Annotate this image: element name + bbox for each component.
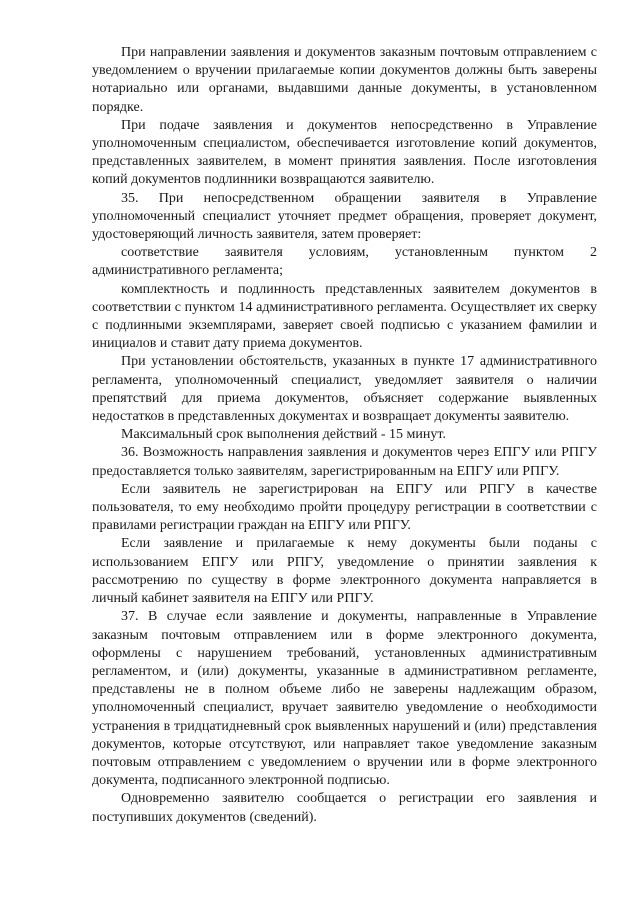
paragraph-item-36: 36. Возможность направления заявления и документов через ЕПГУ или РПГУ предоставляется только заявителям, зарегистрированным на ЕПГУ или РПГУ. [92,445,597,479]
paragraph-registration-notice: Одновременно заявителю сообщается о регистрации его заявления и поступивших документов (сведений). [92,791,597,825]
paragraph-certified-copies: При направлении заявления и документов заказным почтовым отправлением с уведомлением о вручении прилагаемые копии документов должны быть заверены нотариально или органами, выдавшими данные документы, в установленном порядке. [92,45,597,115]
paragraph-max-time: Максимальный срок выполнения действий - 15 минут. [121,427,446,443]
paragraph-electronic-notice: Если заявление и прилагаемые к нему документы были поданы с использованием ЕПГУ или РПГУ, уведомление о принятии заявления к рассмотрению по существу в форме электронного документа направляется в личный кабинет заявителя на ЕПГУ или РПГУ. [92,536,597,607]
paragraph-item-35: 35. При непосредственном обращении заявителя в Управление уполномоченный специалист уточняет предмет обращения, проверяет документ, удостоверяющий личность заявителя, затем проверяет: [92,190,597,243]
paragraph-item-37: 37. В случае если заявление и документы, направленные в Управление заказным почтовым отправлением или в форме электронного документа, оформлены с нарушением требований, установленных административным регламентом, и (или) документы, указанные в административном регламенте, представлены не в полном объеме либо не заверены надлежащим образом, уполномоченный специалист, вручает заявителю уведомление о необходимости устранения в тридцатидневный срок выявленных нарушений и (или) представления документов, которые отсутствуют, или направляет такое уведомление заказным почтовым отправлением с уведомлением о вручении или в форме электронного документа, подписанного электронной подписью. [92,609,597,789]
paragraph-in-person-copies: При подаче заявления и документов непосредственно в Управление уполномоченным специалистом, обеспечивается изготовление копий документов, представленных заявителем, в момент принятия заявления. После изготовления копий документов подлинники возвращаются заявителю. [92,117,597,188]
paragraph-check-completeness: комплектность и подлинность представленных заявителем документов в соответствии с пунктом 14 административного регламента. Осуществляет их сверку с подлинными экземплярами, заверяет своей подписью с указанием фамилии и инициалов и ставит дату приема документов. [92,281,597,352]
paragraph-check-conditions: соответствие заявителя условиям, установленным пунктом 2 административного регламента; [92,245,597,279]
paragraph-registration: Если заявитель не зарегистрирован на ЕПГУ или РПГУ в качестве пользователя, то ему необходимо пройти процедуру регистрации в соответствии с правилами регистрации граждан на ЕПГУ или РПГУ. [92,481,597,534]
paragraph-obstacles: При установлении обстоятельств, указанных в пункте 17 административного регламента, уполномоченный специалист, уведомляет заявителя о наличии препятствий для приема документов, объясняет содержание выявленных недостатков в представленных документах и возвращает документы заявителю. [92,354,597,425]
